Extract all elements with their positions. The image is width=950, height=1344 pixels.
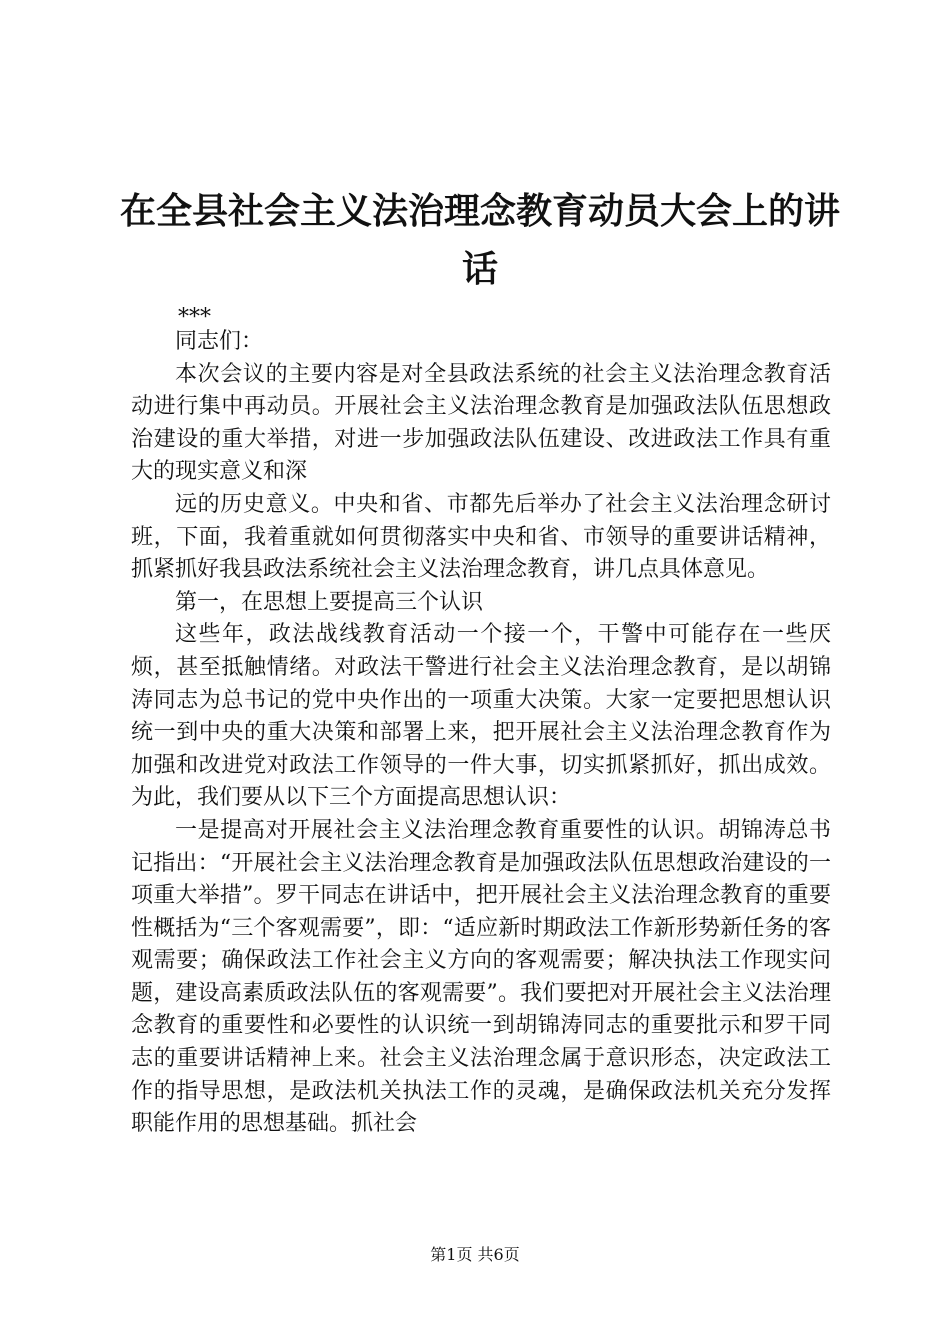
page-number: 第1页 共6页 — [430, 1245, 520, 1264]
body-paragraph: 本次会议的主要内容是对全县政法系统的社会主义法治理念教育活动进行集中再动员。开展社会主义法治理念教育是加强政法队伍思想政治建设的重大举措，对进一步加强政法队伍建设、改进政法工作具有重大的现实意义和深 — [131, 361, 831, 485]
body-paragraph: 这些年，政法战线教育活动一个接一个，干警中可能存在一些厌烦，甚至抵触情绪。对政法干警进行社会主义法治理念教育，是以胡锦涛同志为总书记的党中央作出的一项重大决策。大家一定要把思想认识统一到中央的重大决策和部署上来，把开展社会主义法治理念教育作为加强和改进党对政法工作领导的一件大事，切实抓紧抓好，抓出成效。为此，我们要从以下三个方面提高思想认识： — [131, 622, 831, 811]
body-paragraph: 远的历史意义。中央和省、市都先后举办了社会主义法治理念研讨班，下面，我着重就如何贯彻落实中央和省、市领导的重要讲话精神，抓紧抓好我县政法系统社会主义法治理念教育，讲几点具体意见。 — [131, 491, 831, 583]
section-heading: 第一，在思想上要提高三个认识 — [175, 589, 484, 615]
author-line: *** — [178, 305, 211, 330]
body-paragraph: 一是提高对开展社会主义法治理念教育重要性的认识。胡锦涛总书记指出：“开展社会主义法治理念教育是加强政法队伍思想政治建设的一项重大举措”。罗干同志在讲话中，把开展社会主义法治理念教育的重要性概括为“三个客观需要”，即：“适应新时期政法工作新形势新任务的客观需要；确保政法工作社会主义方向的客观需要；解决执法工作现实问题，建设高素质政法队伍的客观需要”。我们要把对开展社会主义法治理念教育的重要性和必要性的认识统一到胡锦涛同志的重要批示和罗干同志的重要讲话精神上来。社会主义法治理念属于意识形态，决定政法工作的指导思想，是政法机关执法工作的灵魂，是确保政法机关充分发挥职能作用的思想基础。抓社会 — [131, 817, 831, 1137]
salutation: 同志们： — [175, 329, 264, 354]
document-body — [131, 326, 831, 1141]
document-title: 在全县社会主义法治理念教育动员大会上的讲话 — [119, 190, 840, 290]
